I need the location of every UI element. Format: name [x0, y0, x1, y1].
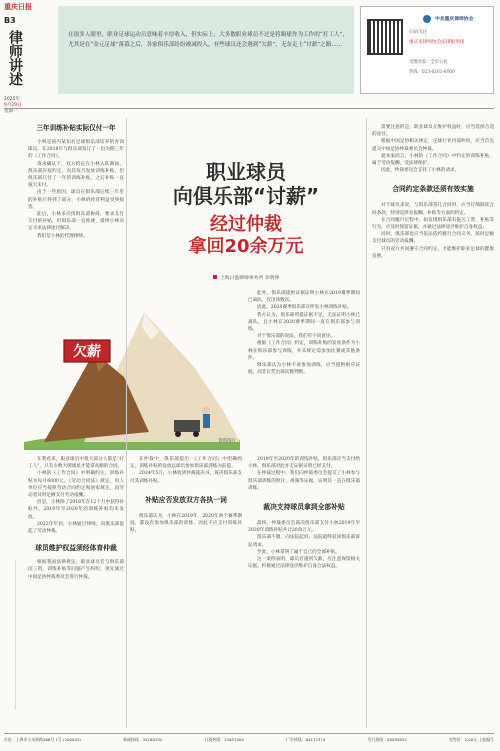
col1-p3: 由于一些原因，球员在俱乐部后续三年里的补贴只得到了部分，小林的经济利益受到损害。 — [28, 190, 124, 210]
masthead — [4, 2, 50, 25]
ad-line2: 受理对象：全市公民 — [409, 60, 448, 65]
date-year: 2025年 — [4, 97, 20, 102]
footer-distribution-hotline: 发行热线：28093832 — [367, 737, 407, 742]
col1-p4: 此后，小林多次找俱乐部协商，要求支付欠付的补贴，但俱乐部一直推诿，最终小林决定寻求法律途径解决。 — [28, 212, 124, 232]
col1-p5: 我们是小林的代理律师。 — [37, 233, 88, 239]
col4-p8: 只有双方共同遵守合同约定，才能维护职业足球的健康发展。 — [372, 246, 494, 259]
col4-p7: 同时，俱乐部也应当依法依约履行合同义务，按时足额支付球员的劳动报酬。 — [372, 232, 494, 245]
byline — [130, 274, 362, 281]
col2-subhead1: 补贴应否发放双方各执一词 — [145, 495, 227, 504]
footer-subscribe-hotline: 订阅热线：33657000 — [204, 737, 244, 742]
col1-lower — [28, 456, 124, 581]
col2-p5: 根据《工作合同》约定，训练补贴的发放条件为小林在俱乐部参与训练，并未规定需参加比赛或其他条件。 — [248, 341, 360, 361]
col1-lower-p1: 在我看来，职业球员中很大部分人都是“打工人”，只有少数大牌球星才能拿高额的合同。 — [28, 457, 124, 470]
col1-lower-p4: 2023年年初，小林通过律师，向俱乐部提起了劳动仲裁。 — [28, 521, 124, 535]
col2-p3: 我方认为，俱乐部所提证据不足，无法证明小林已离队，且小林在2020赛季期间一直在俱乐部参与训练。 — [248, 312, 360, 333]
col1-lower-p5: 根据我国法律规定，职业球员若与俱乐部因工资、训练补贴等问题产生纠纷，须先通过中国足协仲裁委员会进行仲裁。 — [28, 560, 124, 580]
col1-lower-p2: 小林的《工作合同》中明确约定，训练补贴为每月6000元。《劳动合同法》规定，用人单位应当按照劳动合同约定和国家规定，向劳动者及时足额支付劳动报酬。 — [28, 471, 124, 499]
col4-p1: 需要注意的是，职业球员在维护权益时，应当选择合适的途径。 — [372, 125, 494, 138]
col-separator-2 — [366, 118, 367, 728]
col1-lower-p3: 但是，小林除了2018年在12个月中获得补贴外，2019年至2020年的训练补贴均未发放。 — [28, 500, 124, 520]
col1-subhead1: 三年训练补贴实际仅付一年 — [36, 124, 116, 132]
illustration-sign: 欠薪 — [73, 344, 101, 360]
col1-p1: 小林是国内某知名足球俱乐部培养的青训球员。在2018年与俱乐部签订了一份为期三年的《工作合同》。 — [28, 140, 124, 160]
footer-address: 社址：上海市小木桥路268号 1号 (200032) — [4, 737, 81, 742]
headline-line4: 拿回20余万元 — [188, 236, 304, 257]
headline-line1: 职业球员 — [206, 160, 286, 184]
ad-hotline: 热线：023-6161-6000 — [409, 70, 455, 75]
col3-p1: 2019年至2020年的训练补贴，俱乐部应当支付给小林，俱乐部对此并无证据证明已经支付。 — [248, 457, 360, 470]
ad-org: 中共重庆律师协会 — [435, 17, 474, 22]
col3-p3: 最终，仲裁委员会裁决俱乐部支付小林2019年至2020年训练补贴共计20余万元。 — [248, 521, 360, 534]
col4-upper — [372, 124, 494, 260]
footer-price: 零售价：2.00元 上报编号 — [449, 737, 494, 742]
intro-banner — [58, 6, 354, 94]
footer-ad-hotline: 广告热线：64177374 — [286, 737, 326, 742]
col2-p7: 在仲裁中，俱乐部提出：《工作合同》中明确约定，训练补贴的发放以球员参加俱乐部训练为前提。 — [130, 457, 242, 470]
col2-p2: 因此，2020赛季俱乐部应停发小林训练补贴。 — [257, 305, 352, 311]
date-day: 9月29日 — [4, 103, 22, 108]
col1-p2: 请求确认下，双方约定在小林入队期间，俱乐部应按约定，向其每月发放训练补贴，但俱乐部只付了一年的训练补贴，之后补贴一直拖欠未付。 — [28, 161, 124, 189]
col3-p5: 至此，小林拿到了属于自己的全部补贴。 — [257, 549, 340, 555]
byline-text: 上海日盈律师事务所 李明律 — [219, 276, 280, 281]
page-number: B3 — [4, 16, 16, 25]
column-title — [6, 30, 22, 90]
ad-line1: 重庆市律师协会法律服务线 — [409, 40, 465, 45]
col3-subhead1: 裁决支持球员拿到全部补贴 — [263, 503, 345, 512]
illustration-credit: 资料图片 — [218, 439, 236, 444]
col4-p2: 根据中国足协相关规定，足球行业内部纠纷，应当首先提交中国足协仲裁委员会仲裁。 — [372, 139, 494, 152]
col3 — [248, 456, 360, 570]
col2-p6: 俱乐部认为小林不再参加训练，应当提供相应证据，而非仅凭出场次数判断。 — [248, 363, 360, 376]
issue-date — [4, 97, 44, 115]
ad-logo-icon — [423, 15, 431, 23]
col4-p3: 就本案而言，小林的《工作合同》中约定的训练补贴，属于劳动报酬，受法律保护。 — [372, 153, 494, 167]
headline-block — [130, 118, 362, 278]
col3-p4: 俱乐部不服，向法院起诉，法院最终驳回俱乐部诉讼请求。 — [248, 535, 360, 548]
col2-p1: 此外，俱乐部提供证据证明小林在2019赛季期间已离队，仅出场数次。 — [248, 291, 360, 304]
col3-p6: 这一案例表明，球员若遇到欠薪，应注意保留相关证据，积极通过法律途径维护自身合法权益。 — [248, 557, 360, 570]
col1-subhead2: 球员维护权益须经体育仲裁 — [35, 544, 117, 553]
col4-p6: 在合同履行过程中，如发现俱乐部有拖欠工资、补贴等行为，应及时保留证据，并通过法律途径维护自身权益。 — [372, 217, 494, 231]
col4-p5: 对于球员来说，与俱乐部签订合同时，应当仔细阅读合同条款，特别是涉及报酬、补贴等方面的约定。 — [372, 203, 494, 216]
headline-line2: 向俱乐部“讨薪” — [172, 184, 320, 208]
illustration-svg — [24, 292, 240, 450]
col1-upper — [28, 124, 124, 240]
col3-p2: 在仲裁过程中，我们向仲裁委员会提交了小林参与俱乐部训练的照片、视频等证据，证明其一直在俱乐部训练。 — [248, 471, 360, 491]
footer-news-hotline: 新闻热线：34160932 — [123, 737, 163, 742]
ad-box — [360, 6, 494, 94]
illustration — [24, 292, 240, 450]
paper-name: 重庆日报 — [4, 3, 32, 11]
ad-slogan: 扫码关注 — [409, 30, 428, 35]
col2 — [248, 290, 360, 376]
ad-qr-code — [367, 19, 403, 55]
footer-rule — [4, 733, 494, 734]
intro-text: 在很多人眼里，职业足球运动员意味着丰厚收入，但实际上，大多数职业球员不过是将踢球作为工作的“打工人”，尤其是在“金元足球”落幕之后，各家俱乐部纷纷被减投入，有些球员还会遇到“欠薪”，无奈走上“讨薪”之路…… — [68, 32, 348, 48]
footer — [4, 737, 494, 747]
top-divider — [4, 108, 494, 109]
col4-subhead1: 合同约定条款还须有效实施 — [392, 185, 474, 194]
col2-p9: 2024年5月，小林收到仲裁裁决书，裁决俱乐部支付其训练补贴。 — [130, 471, 242, 484]
headline-line3: 经过仲裁 — [210, 214, 282, 235]
col-separator-1 — [126, 118, 127, 728]
date-weekday: 星期一 — [4, 109, 18, 114]
byline-marker-icon — [213, 275, 217, 279]
side-strip — [4, 560, 16, 710]
col4-p4: 因此，仲裁委员会支持了小林的请求。 — [381, 168, 460, 174]
col2-p4: 对于俱乐部的说法，我们有不同意见。 — [257, 334, 336, 340]
col2-p8: 俱乐部认为，小林在2019年、2020年两个赛季期间，都没有参加俱乐部的训练，因此不应支付训练补贴。 — [130, 513, 242, 534]
column-title-text: 律师讲述 — [7, 30, 23, 86]
col2-lower — [130, 456, 242, 534]
